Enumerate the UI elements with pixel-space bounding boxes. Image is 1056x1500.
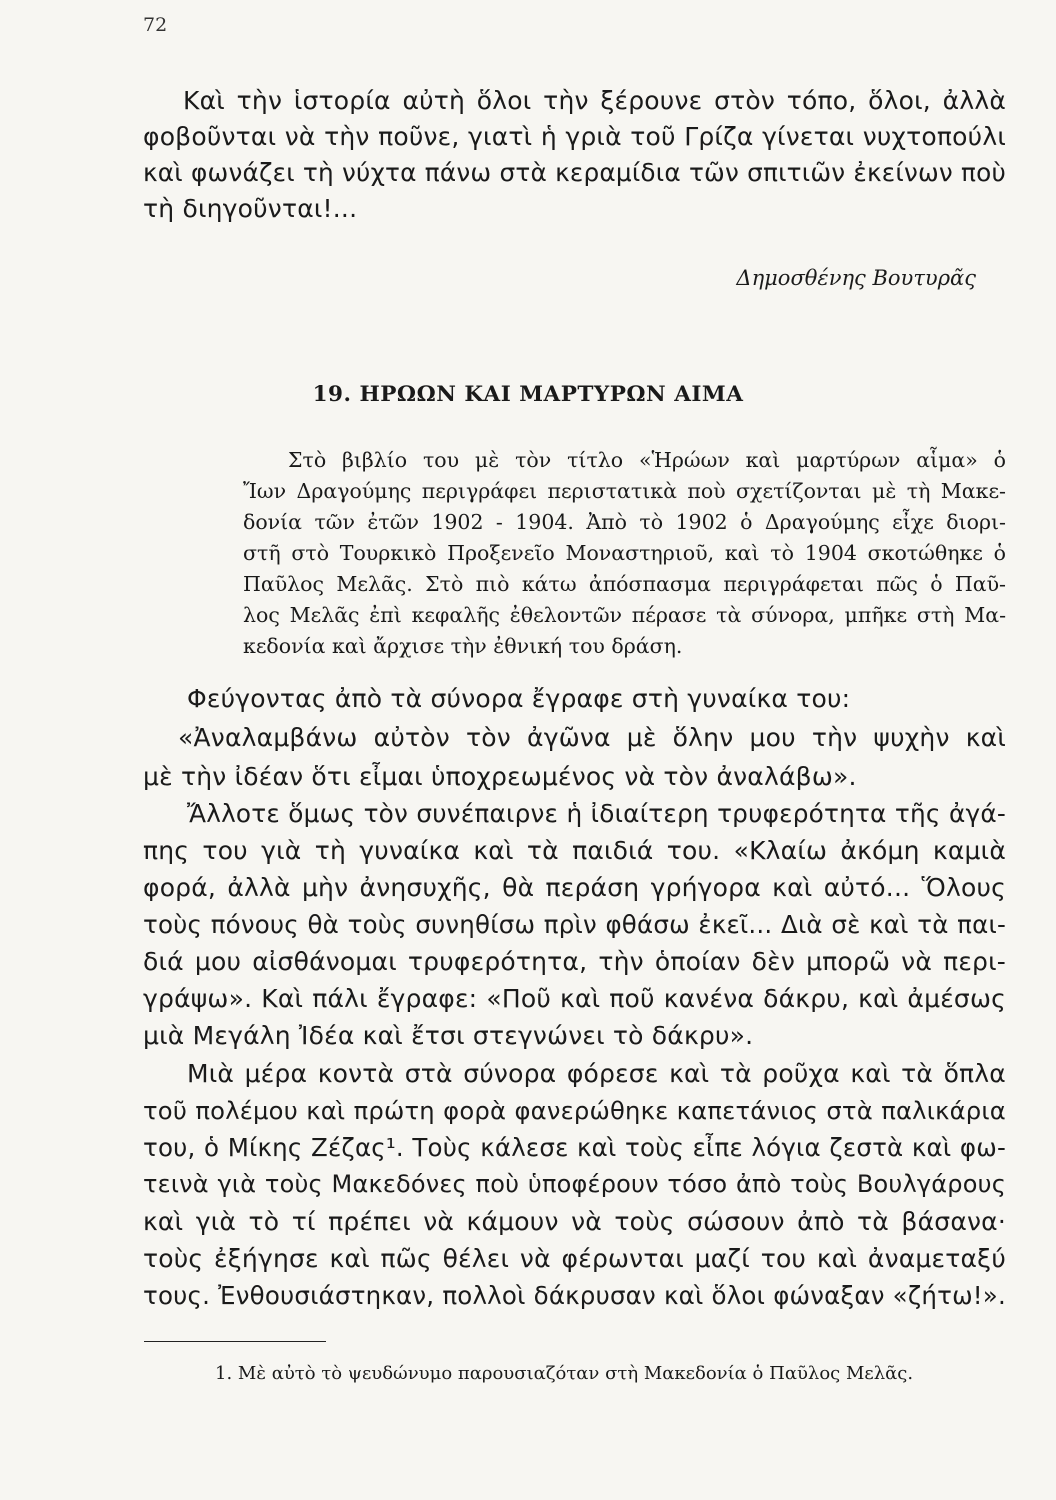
text-line: Καὶ τὴν ἱστορία αὐτὴ ὅλοι τὴν ξέρουνε στὸν τόπο, ὅλοι, ἀλλὰ bbox=[183, 86, 1006, 115]
text-line: τοῦ πολέμου καὶ πρώτη φορὰ φανερώθηκε καπετάνιος στὰ παλικάρια bbox=[143, 1096, 1006, 1125]
text-line: δονία τῶν ἐτῶν 1902 - 1904. Ἀπὸ τὸ 1902 ὁ Δραγούμης εἶχε διορι- bbox=[243, 510, 1006, 534]
text-line: καὶ γιὰ τὸ τί πρέπει νὰ κάμουν νὰ τοὺς σώσουν ἀπὸ τὰ βάσανα· bbox=[143, 1207, 1006, 1236]
text-line: «Ἀναλαμβάνω αὐτὸν τὸν ἀγῶνα μὲ ὅλην μου τὴν ψυχὴν καὶ bbox=[178, 723, 1006, 752]
text-line: φορά, ἀλλὰ μὴν ἀνησυχῆς, θὰ περάση γρήγορα καὶ αὐτό... Ὅλους bbox=[143, 873, 1006, 902]
text-line: κεδονία καὶ ἄρχισε τὴν ἐθνική του δράση. bbox=[243, 634, 683, 658]
text-line: Μιὰ μέρα κοντὰ στὰ σύνορα φόρεσε καὶ τὰ ροῦχα καὶ τὰ ὅπλα bbox=[187, 1059, 1006, 1088]
text-line: γράψω». Καὶ πάλι ἔγραφε: «Ποῦ καὶ ποῦ κανένα δάκρυ, καὶ ἀμέσως bbox=[143, 984, 1006, 1013]
text-line: του, ὁ Μίκης Ζέζας¹. Τοὺς κάλεσε καὶ τοὺς εἶπε λόγια ζεστὰ καὶ φω- bbox=[143, 1133, 1006, 1162]
text-line: διά μου αἰσθάνομαι τρυφερότητα, τὴν ὁποίαν δὲν μπορῶ νὰ περι- bbox=[143, 947, 1006, 976]
text-line: φοβοῦνται νὰ τὴν ποῦνε, γιατὶ ἡ γριὰ τοῦ Γρίζα γίνεται νυχτοπούλι bbox=[143, 122, 1006, 151]
text-line: τοὺς πόνους θὰ τοὺς συνηθίσω πρὶν φθάσω ἐκεῖ... Διὰ σὲ καὶ τὰ παι- bbox=[143, 910, 1006, 939]
author-signature: Δημοσθένης Βουτυρᾶς bbox=[736, 266, 976, 290]
text-line: μιὰ Μεγάλη Ἰδέα καὶ ἔτσι στεγνώνει τὸ δάκρυ». bbox=[143, 1021, 754, 1050]
text-line: πης του γιὰ τὴ γυναίκα καὶ τὰ παιδιά του. «Κλαίω ἀκόμη καμιὰ bbox=[143, 836, 1006, 865]
section-heading: 19. ΗΡΩΩΝ ΚΑΙ ΜΑΡΤΥΡΩΝ ΑΙΜΑ bbox=[312, 382, 744, 407]
footnote-divider bbox=[144, 1341, 326, 1342]
page-number: 72 bbox=[143, 14, 168, 36]
text-line: τεινὰ γιὰ τοὺς Μακεδόνες ποὺ ὑποφέρουν τόσο ἀπὸ τοὺς Βουλγάρους bbox=[143, 1170, 1006, 1198]
text-line: στῆ στὸ Τουρκικὸ Προξενεῖο Μοναστηριοῦ, καὶ τὸ 1904 σκοτώθηκε ὁ bbox=[243, 541, 1006, 565]
text-line: λος Μελᾶς ἐπὶ κεφαλῆς ἐθελοντῶν πέρασε τὰ σύνορα, μπῆκε στὴ Μα- bbox=[243, 603, 1006, 627]
footnote: 1. Μὲ αὐτὸ τὸ ψευδώνυμο παρουσιαζόταν στὴ Μακεδονία ὁ Παῦλος Μελᾶς. bbox=[215, 1363, 914, 1384]
text-line: μὲ τὴν ἰδέαν ὅτι εἶμαι ὑποχρεωμένος νὰ τὸν ἀναλάβω». bbox=[143, 762, 857, 791]
text-line: καὶ φωνάζει τὴ νύχτα πάνω στὰ κεραμίδια τῶν σπιτιῶν ἐκείνων ποὺ bbox=[143, 158, 1006, 187]
text-line: τοὺς ἐξήγησε καὶ πῶς θέλει νὰ φέρωνται μαζί του καὶ ἀναμεταξύ bbox=[143, 1244, 1006, 1273]
text-line: Ἄλλοτε ὅμως τὸν συνέπαιρνε ἡ ἰδιαίτερη τρυφερότητα τῆς ἀγά- bbox=[187, 799, 1006, 828]
text-line: τους. Ἐνθουσιάστηκαν, πολλοὶ δάκρυσαν καὶ ὅλοι φώναξαν «ζήτω!». bbox=[143, 1281, 1006, 1310]
text-line: Φεύγοντας ἀπὸ τὰ σύνορα ἔγραφε στὴ γυναίκα του: bbox=[187, 684, 851, 713]
text-line: Στὸ βιβλίο του μὲ τὸν τίτλο «Ἡρώων καὶ μαρτύρων αἷμα» ὁ bbox=[288, 448, 1006, 472]
text-line: τὴ διηγοῦνται!... bbox=[143, 194, 358, 223]
text-line: Παῦλος Μελᾶς. Στὸ πιὸ κάτω ἀπόσπασμα περιγράφεται πῶς ὁ Παῦ- bbox=[243, 572, 1006, 596]
text-line: Ἴων Δραγούμης περιγράφει περιστατικὰ ποὺ σχετίζονται μὲ τὴ Μακε- bbox=[243, 479, 1006, 503]
